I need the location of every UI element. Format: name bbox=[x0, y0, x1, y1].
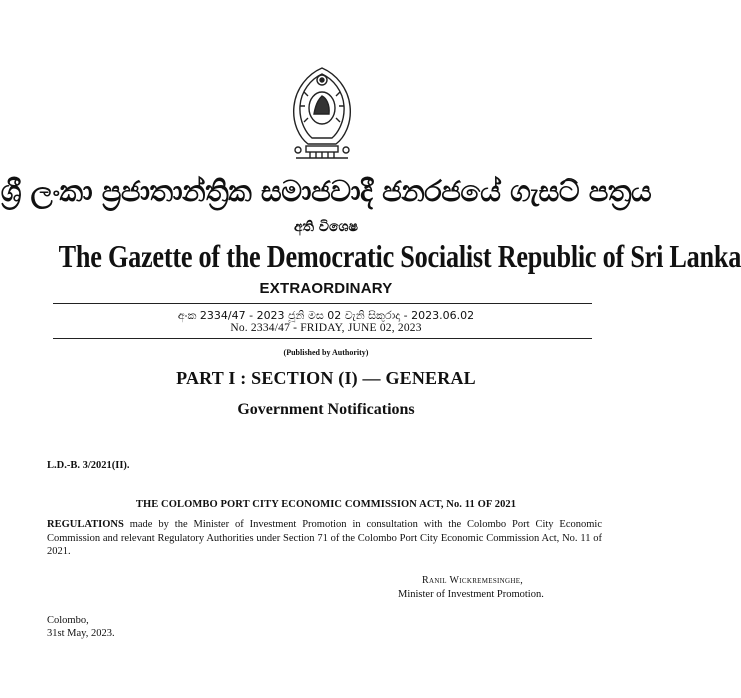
reference-number: L.D.-B. 3/2021(II). bbox=[47, 460, 130, 471]
signing-date: 31st May, 2023. bbox=[47, 628, 115, 639]
act-title: THE COLOMBO PORT CITY ECONOMIC COMMISSION ACT, No. 11 OF 2021 bbox=[135, 499, 517, 510]
published-by-authority: (Published by Authority) bbox=[283, 348, 369, 357]
regulations-paragraph bbox=[47, 518, 602, 559]
extraordinary-label: EXTRAORDINARY bbox=[259, 280, 393, 297]
signer-name: Ranil Wickremesinghe, bbox=[422, 575, 524, 586]
issue-line-english: No. 2334/47 - FRIDAY, JUNE 02, 2023 bbox=[230, 322, 422, 334]
part-section-title: PART I : SECTION (I) — GENERAL bbox=[176, 368, 476, 388]
section-heading: Government Notifications bbox=[237, 401, 415, 418]
sinhala-extraordinary-label: අති විශෙෂ bbox=[294, 219, 358, 235]
issue-line-sinhala: අංක 2334/47 - 2023 ජූනි මස 02 වැනි සිකුරාදා - 2023.06.02 bbox=[177, 309, 475, 322]
regulations-text: made by the Minister of Investment Promotion in consultation with the Colombo Port City Economic Commission and relevant Regulatory Authorities under Section 71 of the Colombo Port City Economic Commission Act, No. 11 of 2021. bbox=[47, 519, 602, 557]
english-gazette-title: The Gazette of the Democratic Socialist Republic of Sri Lanka bbox=[58, 238, 741, 274]
regulations-lead: REGULATIONS bbox=[47, 519, 124, 530]
signer-title: Minister of Investment Promotion. bbox=[398, 589, 544, 600]
top-divider bbox=[53, 303, 592, 304]
sinhala-gazette-title: ශ්‍රී ලංකා ප්‍රජාතාන්ත්‍රික සමාජවාදී ජනරජයේ ගැසට් පත්‍රය bbox=[0, 174, 652, 208]
bottom-divider bbox=[53, 338, 592, 339]
signing-place: Colombo, bbox=[47, 615, 89, 626]
sri-lanka-coat-of-arms-emblem bbox=[286, 66, 358, 160]
